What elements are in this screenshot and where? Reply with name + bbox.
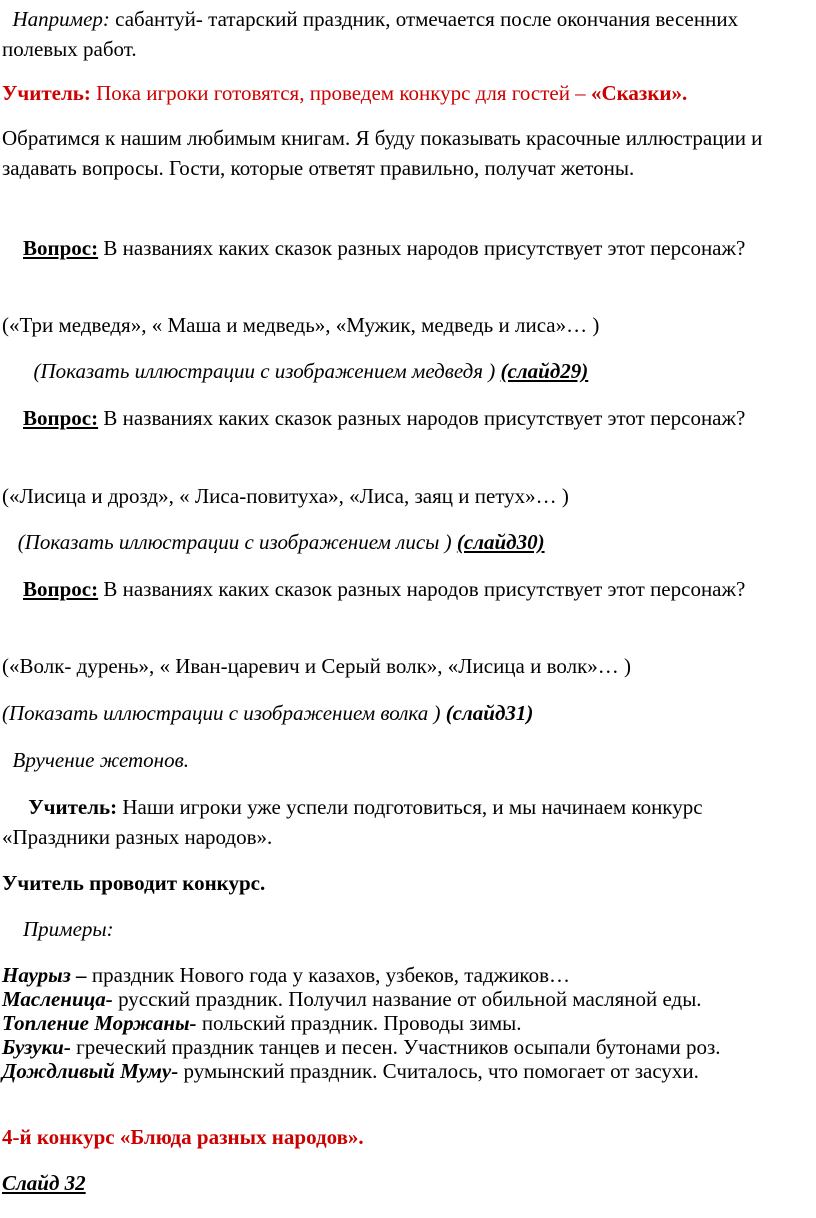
teacher-label-2: Учитель: (28, 795, 118, 819)
question-1-slide: (слайд29) (500, 359, 589, 383)
paragraph-teacher-holidays (2, 792, 814, 852)
question-3-slide: (слайд31) (445, 701, 534, 725)
question-3-hint (2, 698, 814, 728)
teacher-label: Учитель: (2, 81, 91, 105)
holiday-name: Топление Моржаны- (2, 1011, 197, 1035)
question-1-label: Вопрос: (23, 236, 99, 260)
contest-4-heading: 4-й конкурс «Блюда разных народов». (2, 1125, 364, 1149)
teacher-text: Пока игроки готовятся, проведем конкурс для гостей – (90, 81, 591, 105)
question-3-label: Вопрос: (23, 577, 99, 601)
examples-label: Примеры: (23, 917, 114, 941)
holiday-name: Масленица- (2, 987, 113, 1011)
holiday-list (2, 963, 814, 1083)
holiday-desc: румынский праздник. Считалось, что помогает от засухи. (178, 1059, 699, 1083)
list-item (2, 987, 814, 1011)
teacher-conducts-contest: Учитель проводит конкурс. (2, 871, 266, 895)
paragraph-example-intro (2, 4, 814, 64)
question-3-text: В названиях каких сказок разных народов присутствует этот персонаж? (98, 577, 746, 601)
question-2-examples: («Лисица и дрозд», « Лиса-повитуха», «Лиса, заяц и петух»… ) (2, 484, 569, 508)
list-item (2, 1059, 814, 1083)
question-3 (2, 574, 814, 604)
examples-heading (2, 914, 814, 944)
question-2 (2, 403, 814, 433)
holiday-desc: праздник Нового года у казахов, узбеков, таджиков… (86, 963, 570, 987)
question-2-hint-text: (Показать иллюстрации с изображением лисы ) (17, 530, 457, 554)
question-1-hint (2, 356, 814, 386)
holiday-desc: польский праздник. Проводы зимы. (196, 1011, 522, 1035)
list-item (2, 963, 814, 987)
example-label: Например: (12, 7, 110, 31)
teacher-text-2: Наши игроки уже успели подготовиться, и мы начинаем конкурс «Праздники разных народов». (2, 795, 703, 849)
question-3-examples: («Волк- дурень», « Иван-царевич и Серый волк», «Лисица и волк»… ) (2, 654, 632, 678)
question-2-text: В названиях каких сказок разных народов присутствует этот персонаж? (98, 406, 746, 430)
question-3-hint-text: (Показать иллюстрации с изображением волка ) (2, 701, 446, 725)
question-2-slide: (слайд30) (456, 530, 545, 554)
list-item (2, 1011, 814, 1035)
paragraph-books-intro (2, 123, 814, 183)
list-item (2, 1035, 814, 1059)
question-2-hint (2, 527, 814, 557)
holiday-name: Наурыз – (2, 963, 87, 987)
tokens-award (2, 745, 814, 775)
books-text: Обратимся к нашим любимым книгам. Я буду показывать красочные иллюстрации и задавать вопросы. Гости, которые ответят правильно, получат жетоны. (2, 126, 763, 180)
question-1-text: В названиях каких сказок разных народов присутствует этот персонаж? (98, 236, 746, 260)
example-text: сабантуй- татарский праздник, отмечается после окончания весенних полевых работ. (2, 7, 739, 61)
question-2-label: Вопрос: (23, 406, 99, 430)
holiday-name: Дождливый Муму- (2, 1059, 179, 1083)
holiday-desc: греческий праздник танцев и песен. Участников осыпали бутонами роз. (70, 1035, 721, 1059)
question-1-hint-text: (Показать иллюстрации с изображением медведя ) (33, 359, 501, 383)
contest-title: «Сказки». (590, 81, 688, 105)
slide-32-label: Слайд 32 (2, 1171, 86, 1195)
holiday-desc: русский праздник. Получил название от обильной масляной еды. (112, 987, 702, 1011)
question-1 (2, 233, 814, 263)
question-1-examples: («Три медведя», « Маша и медведь», «Мужик, медведь и лиса»… ) (2, 313, 600, 337)
paragraph-teacher-fairytales (2, 78, 814, 108)
tokens-text: Вручение жетонов. (12, 748, 189, 772)
holiday-name: Бузуки- (2, 1035, 71, 1059)
